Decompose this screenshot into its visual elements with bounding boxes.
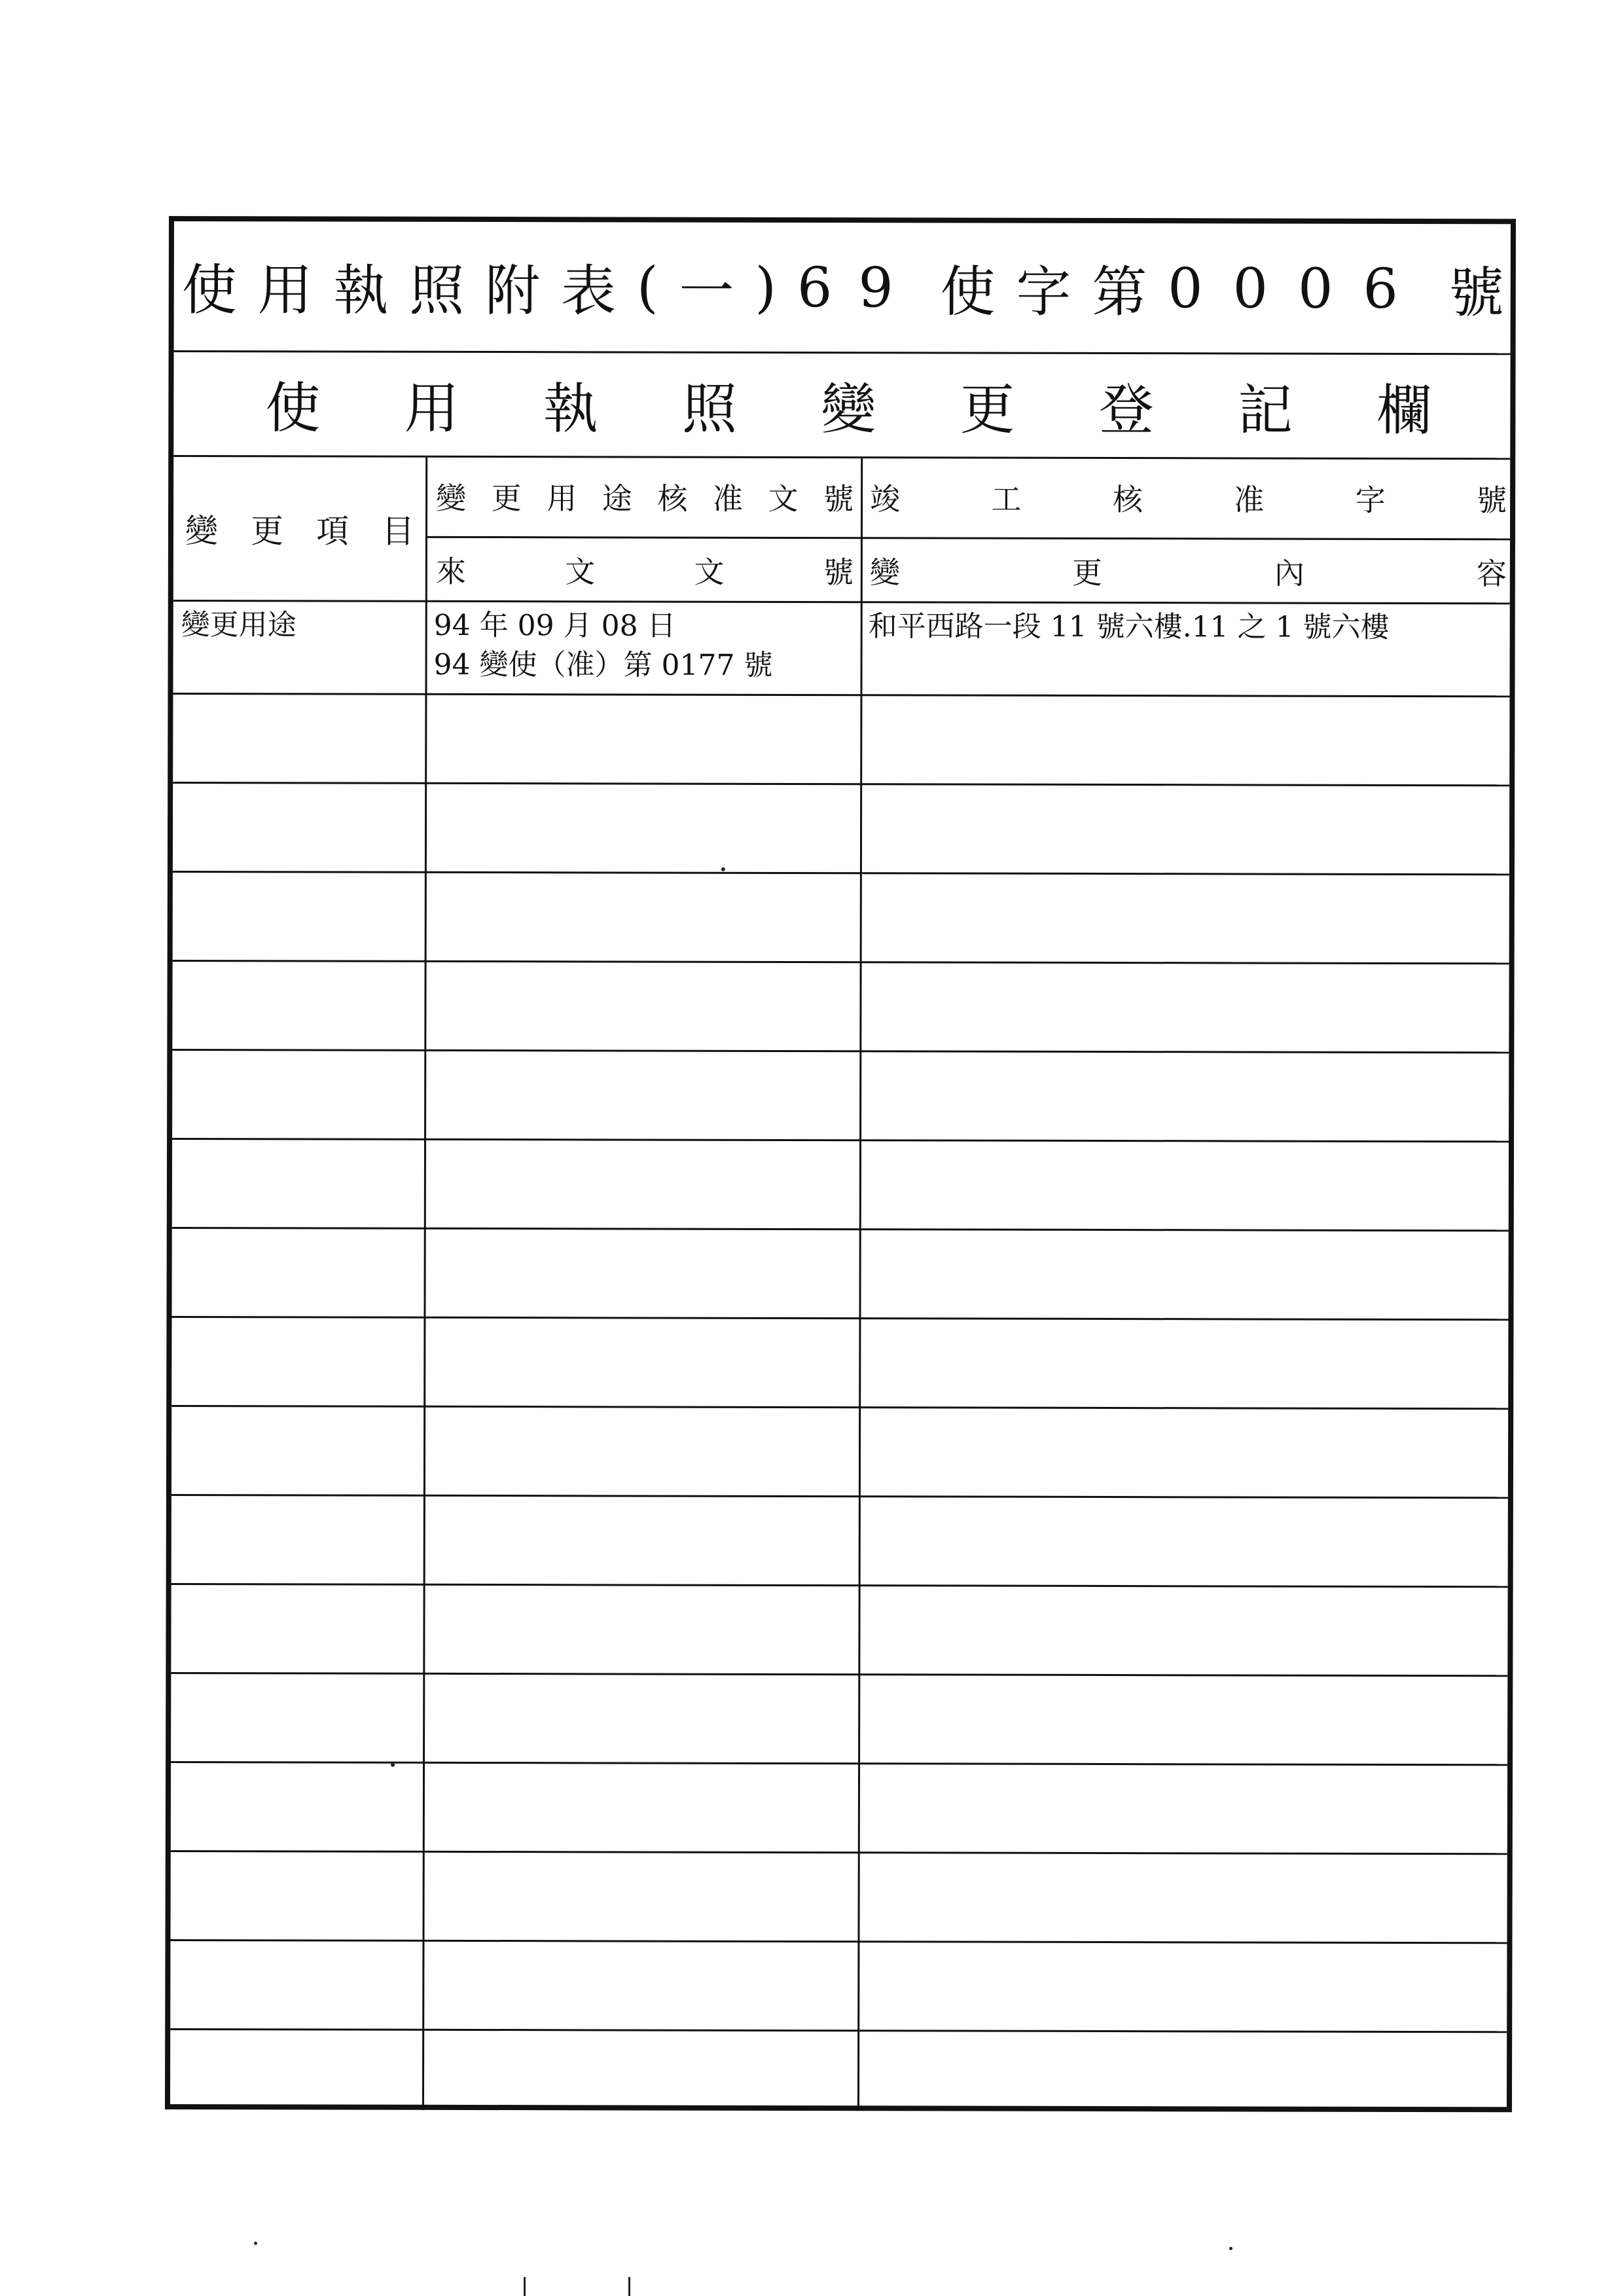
header-char: 核 [657,481,688,517]
row-divider [173,693,1509,697]
scan-speck [1229,2247,1232,2250]
title-license-year: 69 [797,255,920,319]
title-char: 照 [409,258,465,323]
subtitle-char: 登 [1098,377,1154,443]
header-char: 項 [315,512,350,551]
form-subtitle [173,352,1510,460]
header-char: 工 [991,481,1022,517]
header-char: 目 [381,512,415,551]
header-char: 文 [768,481,799,517]
header-char: 號 [823,555,854,591]
header-char: 竣 [870,481,901,517]
header-char: 容 [1476,556,1507,592]
subtitle-char: 用 [404,376,459,441]
subtitle-char: 使 [265,376,321,441]
header-char: 核 [1112,482,1143,518]
row-divider [171,1672,1507,1677]
usage-license-change-form [165,216,1516,2112]
header-change-content [866,541,1511,601]
header-incoming-doc-no [432,540,857,600]
scan-speck [391,1763,395,1767]
row-1-change-content: 和平西路一段 11 號六樓.11 之 1 號六樓 [868,610,1390,644]
header-char: 號 [823,481,854,517]
row-1-doc-number: 94 變使（准）第 0177 號 [433,647,773,682]
subtitle-char: 執 [543,376,598,441]
subtitle-char: 記 [1237,378,1293,443]
subtitle-char: 欄 [1376,378,1432,443]
row-1-change-item: 變更用途 [181,608,297,642]
scan-speck [721,867,725,871]
header-char: 更 [250,512,284,551]
header-subrow-divider [425,536,1510,540]
row-divider [173,871,1509,875]
row-divider [171,1850,1507,1855]
title-char: 號 [1448,261,1504,325]
column-divider-1 [422,458,427,2110]
row-divider [172,1138,1509,1142]
header-char: 更 [491,481,522,517]
row-divider [173,960,1509,964]
subtitle-char: 照 [681,376,738,441]
header-char: 來 [435,553,466,589]
title-char: 表 [560,259,617,323]
scan-speck [254,2242,257,2245]
header-char: 文 [565,554,596,590]
header-char: 變 [185,512,219,551]
title-char: 使 [181,258,237,323]
subtitle-char: 更 [960,377,1015,442]
title-char: 附 [485,259,541,323]
form-title [174,221,1511,355]
row-divider [172,1049,1509,1053]
header-char: 字 [1355,482,1386,518]
title-char: 字 [1016,259,1071,324]
header-char: 途 [602,481,632,517]
header-char: 准 [1234,482,1265,518]
title-license-number: 0006 [1168,255,1429,321]
header-completion-no [866,461,1511,534]
row-divider [170,1939,1507,1944]
title-char: ) [755,255,777,319]
column-divider-2 [857,458,863,2111]
header-char: 文 [694,554,725,590]
title-char: 一 [679,259,734,323]
title-char: 第 [1092,259,1147,325]
scan-mark [524,2277,526,2296]
row-divider [172,1227,1509,1231]
header-char: 准 [712,481,743,517]
row-divider [171,1316,1508,1321]
row-divider [171,1494,1508,1499]
header-char: 用 [547,481,577,517]
scan-mark [628,2277,630,2296]
title-char: 用 [257,258,313,323]
title-char: 執 [333,258,389,323]
row-1-doc-date: 94 年 09 月 08 日 [433,608,676,643]
header-char: 變 [436,480,467,516]
title-char: 使 [940,259,996,324]
subtitle-char: 變 [821,377,876,442]
header-char: 變 [869,555,900,591]
header-change-item [179,457,421,600]
row-divider [170,2028,1507,2033]
header-char: 內 [1274,555,1304,591]
header-char: 更 [1071,555,1102,591]
row-divider [171,1405,1508,1410]
row-divider [173,782,1509,786]
header-approval-doc-no [432,460,857,533]
row-divider [171,1761,1507,1766]
row-divider [171,1583,1508,1588]
title-char: ( [636,254,658,319]
header-char: 號 [1476,483,1507,519]
